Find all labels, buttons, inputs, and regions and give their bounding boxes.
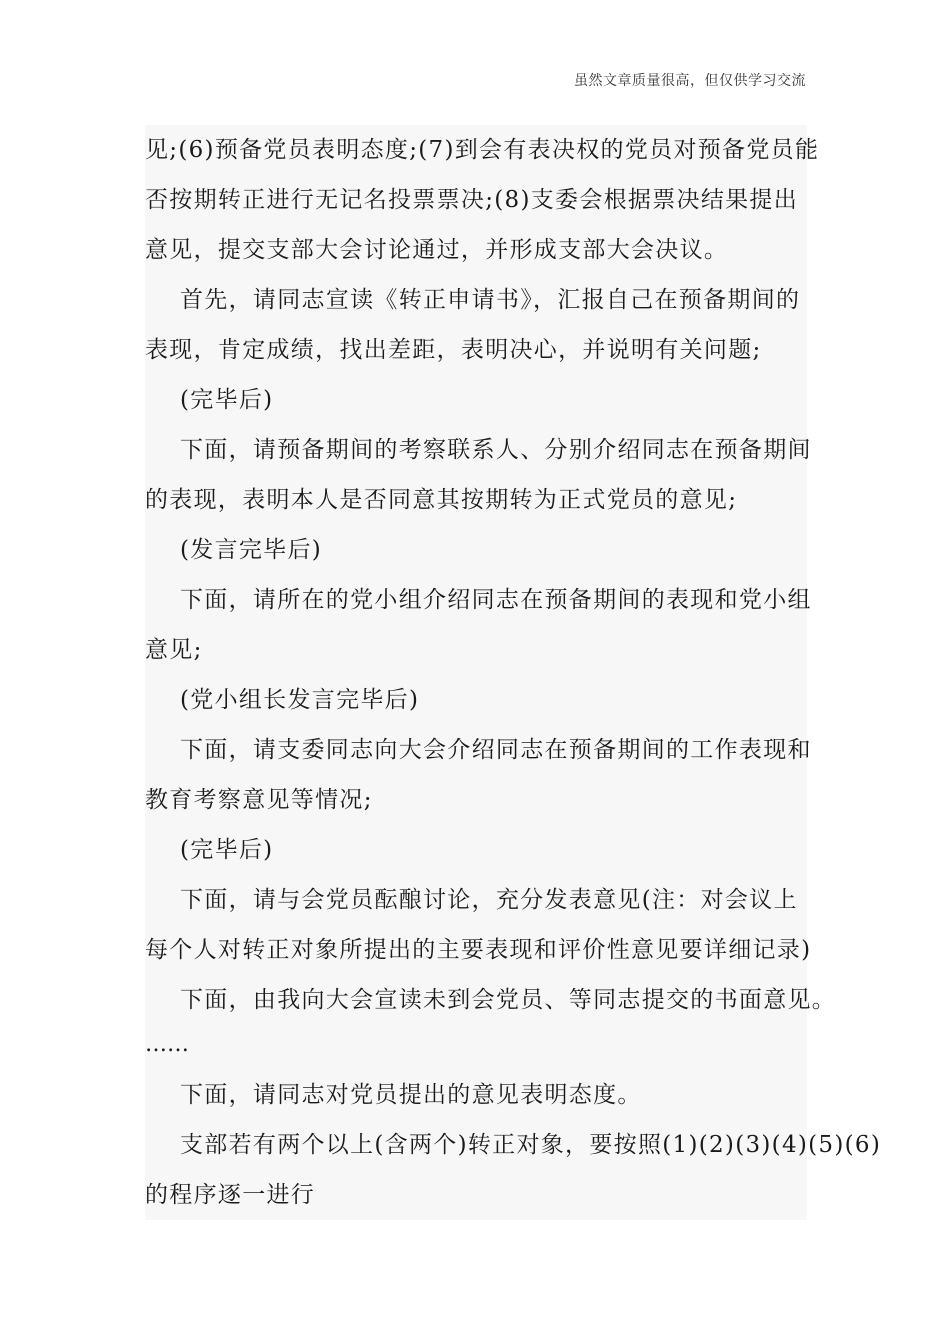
- text-line: 下面，请与会党员酝酿讨论，充分发表意见(注：对会议上: [180, 887, 798, 913]
- text-line: 下面，请同志对党员提出的意见表明态度。: [180, 1082, 642, 1108]
- text-line: ……: [145, 1032, 189, 1057]
- text-line: 意见;: [145, 637, 203, 663]
- text-line: (完毕后): [180, 837, 274, 863]
- text-line: 意见，提交支部大会讨论通过，并形成支部大会决议。: [145, 237, 729, 263]
- text-line: 的表现，表明本人是否同意其按期转为正式党员的意见;: [145, 487, 738, 513]
- text-line: 首先，请同志宣读《转正申请书》，汇报自己在预备期间的: [180, 287, 801, 313]
- text-line: 下面，请预备期间的考察联系人、分别介绍同志在预备期间: [180, 437, 812, 463]
- text-line: 表现，肯定成绩，找出差距，表明决心，并说明有关问题;: [145, 337, 762, 363]
- text-line: 下面，请所在的党小组介绍同志在预备期间的表现和党小组: [180, 587, 812, 613]
- text-line: 见;(6)预备党员表明态度;(7)到会有表决权的党员对预备党员能: [145, 137, 820, 163]
- text-line: 下面，请支委同志向大会介绍同志在预备期间的工作表现和: [180, 737, 812, 763]
- header-note: 虽然文章质量很高，但仅供学习交流: [574, 73, 806, 89]
- text-line: 的程序逐一进行: [145, 1182, 316, 1208]
- text-line: (党小组长发言完毕后): [180, 687, 420, 713]
- text-line: 支部若有两个以上(含两个)转正对象，要按照(1)(2)(3)(4)(5)(6): [180, 1132, 882, 1158]
- text-line: 每个人对转正对象所提出的主要表现和评价性意见要详细记录): [145, 937, 812, 963]
- text-line: (发言完毕后): [180, 537, 323, 563]
- document-body: [145, 125, 882, 1220]
- text-line: 否按期转正进行无记名投票票决;(8)支委会根据票决结果提出: [145, 187, 799, 213]
- text-line: (完毕后): [180, 387, 274, 413]
- text-line: 下面，由我向大会宣读未到会党员、等同志提交的书面意见。: [180, 987, 837, 1013]
- text-line: 教育考察意见等情况;: [145, 787, 373, 813]
